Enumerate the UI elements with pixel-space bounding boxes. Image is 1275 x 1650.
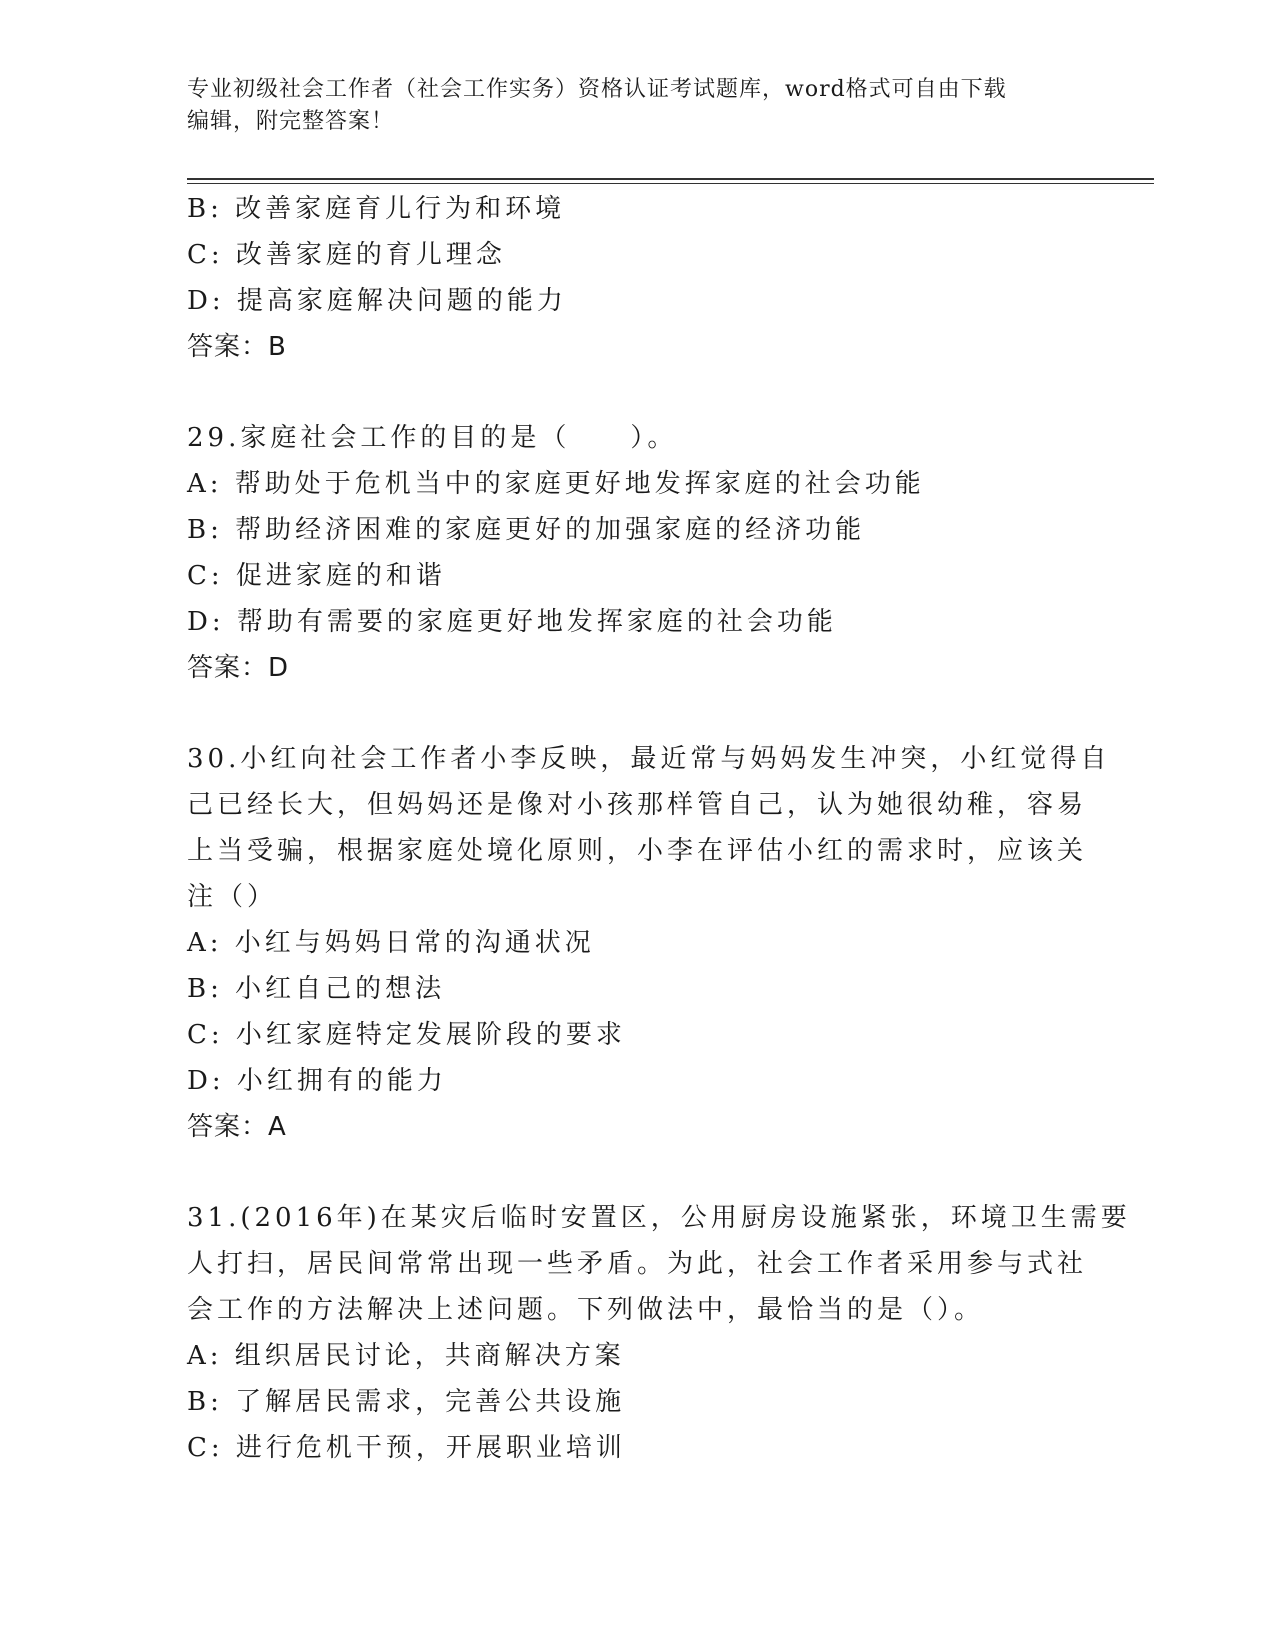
question-content — [187, 186, 1131, 1471]
question-stem: 29.家庭社会工作的目的是（ ）。 — [187, 423, 678, 453]
question-stem-line: 人打扫，居民间常常出现一些矛盾。为此，社会工作者采用参与式社 — [187, 1249, 1088, 1279]
option-b: B: 帮助经济困难的家庭更好的加强家庭的经济功能 — [187, 515, 866, 545]
question-stem-line: 30.小红向社会工作者小李反映，最近常与妈妈发生冲突，小红觉得自 — [187, 744, 1111, 774]
option-c: C: 进行危机干预，开展职业培训 — [187, 1433, 626, 1463]
question-29 — [187, 415, 1087, 691]
question-stem-line: 注（） — [187, 882, 278, 912]
answer-label: 答案：B — [187, 332, 287, 362]
question-stem-line: 会工作的方法解决上述问题。下列做法中，最恰当的是（）。 — [187, 1295, 985, 1325]
header-divider-thick — [187, 178, 1154, 180]
option-a: A: 帮助处于危机当中的家庭更好地发挥家庭的社会功能 — [187, 469, 925, 499]
document-header — [187, 74, 1087, 138]
question-stem-line: 31.(2016年)在某灾后临时安置区，公用厨房设施紧张，环境卫生需要 — [187, 1203, 1131, 1233]
question-stem-line: 己已经长大，但妈妈还是像对小孩那样管自己，认为她很幼稚，容易 — [187, 790, 1088, 820]
option-a: A: 小红与妈妈日常的沟通状况 — [187, 928, 595, 958]
header-line-2: 编辑，附完整答案！ — [187, 109, 395, 134]
question-30 — [187, 736, 1111, 1150]
header-line-1: 专业初级社会工作者（社会工作实务）资格认证考试题库，word格式可自由下载 — [187, 77, 1007, 102]
question-stem-line: 上当受骗，根据家庭处境化原则，小李在评估小红的需求时，应该关 — [187, 836, 1088, 866]
header-divider-thin — [187, 183, 1154, 184]
option-d: D: 帮助有需要的家庭更好地发挥家庭的社会功能 — [187, 607, 837, 637]
option-a: A: 组织居民讨论，共商解决方案 — [187, 1341, 625, 1371]
option-b: B: 了解居民需求，完善公共设施 — [187, 1387, 626, 1417]
question-28 — [187, 186, 1087, 370]
option-d: D: 提高家庭解决问题的能力 — [187, 286, 567, 316]
option-c: C: 改善家庭的育儿理念 — [187, 240, 506, 270]
answer-label: 答案：A — [187, 1112, 287, 1142]
option-c: C: 小红家庭特定发展阶段的要求 — [187, 1020, 626, 1050]
answer-label: 答案：D — [187, 653, 290, 683]
option-b: B: 改善家庭育儿行为和环境 — [187, 194, 566, 224]
option-c: C: 促进家庭的和谐 — [187, 561, 446, 591]
option-b: B: 小红自己的想法 — [187, 974, 446, 1004]
question-31 — [187, 1195, 1131, 1471]
option-d: D: 小红拥有的能力 — [187, 1066, 447, 1096]
